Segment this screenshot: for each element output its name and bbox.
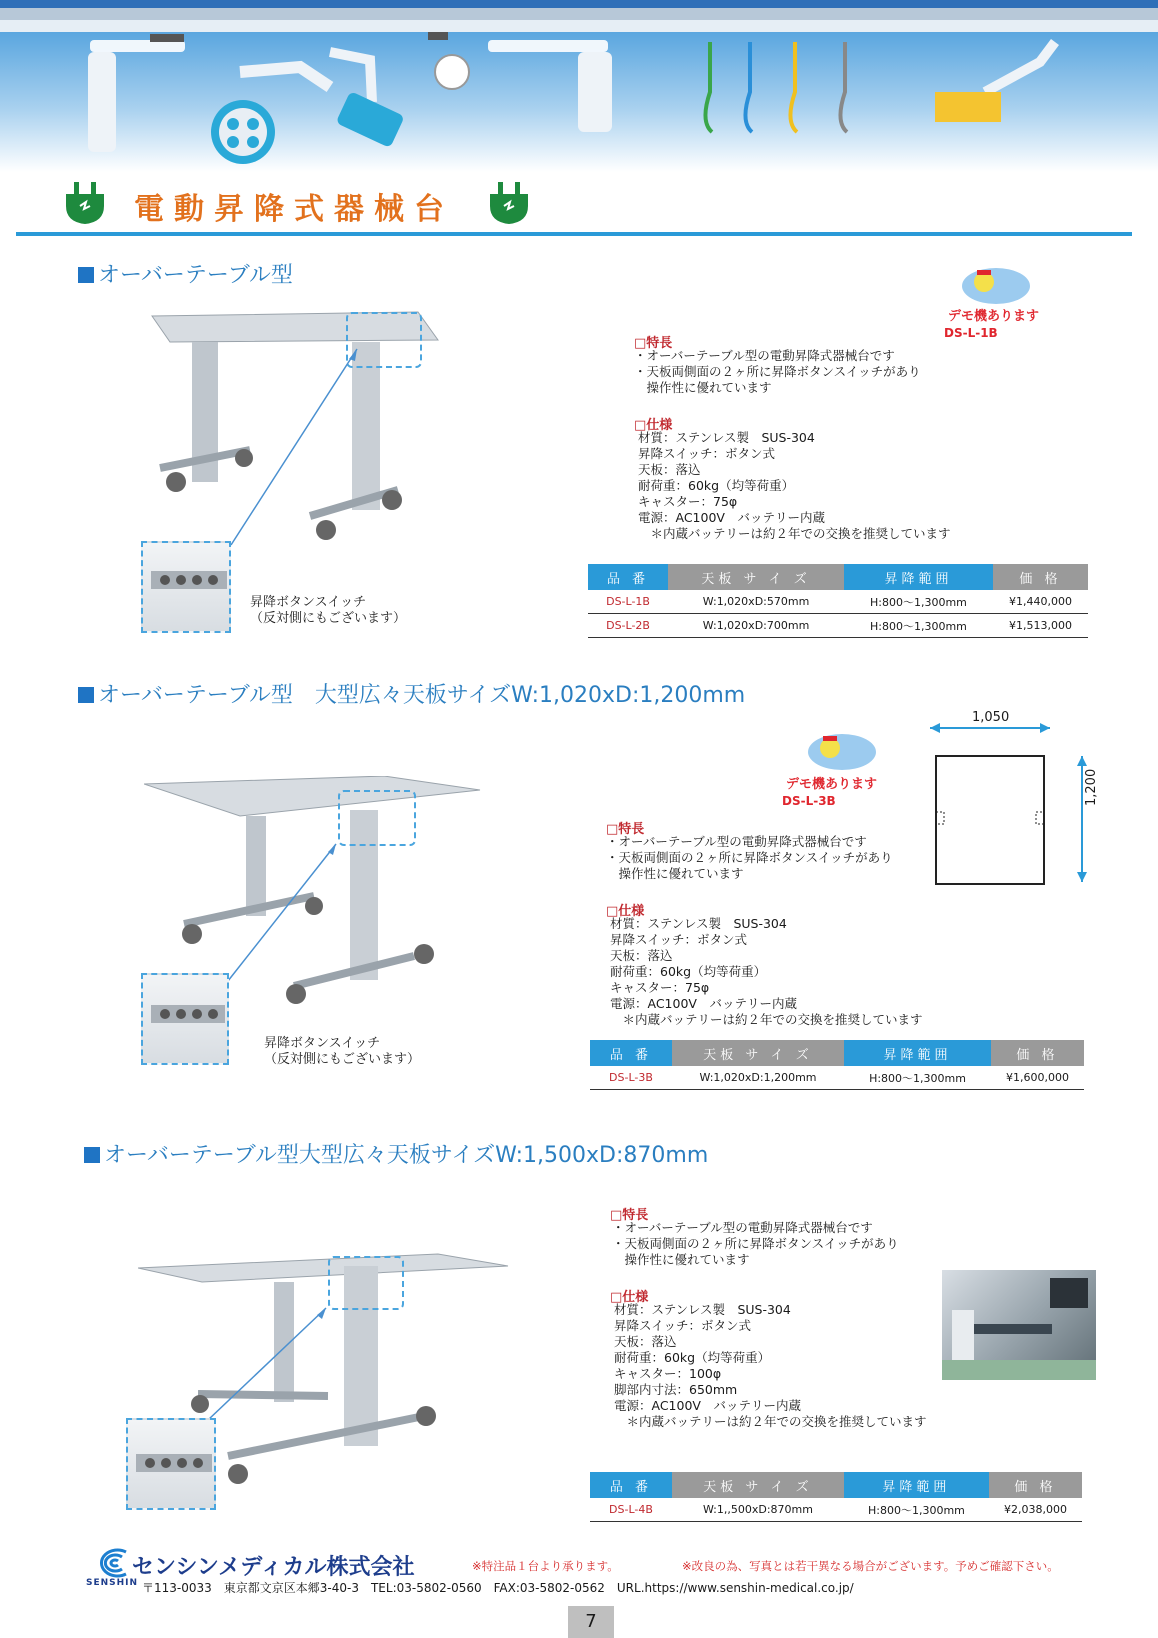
footer-note: ※改良の為、写真とは若干異なる場合がございます。予めご確認下さい。 <box>682 1559 1059 1573</box>
caption: 昇降ボタンスイッチ （反対側にもございます） <box>264 1036 421 1067</box>
table-header: 昇降範囲 <box>844 1472 989 1498</box>
pointer-arrow <box>218 840 343 990</box>
company-logo-icon <box>86 1548 130 1578</box>
demo-mascot-icon <box>792 730 882 774</box>
header-stripe <box>0 0 1158 8</box>
features-label: □特長 <box>610 1208 649 1223</box>
demo-badge: デモ機あります <box>786 777 878 792</box>
features-list: ・オーバーテーブル型の電動昇降式器械台です ・天板両側面の２ヶ所に昇降ボタンスイッチがあり 操作性に優れています <box>612 1220 899 1267</box>
footer-note: ※特注品１台より承ります。 <box>472 1559 619 1573</box>
table-header: 価 格 <box>993 564 1088 590</box>
section-heading: オーバーテーブル型 <box>78 258 293 289</box>
page-title: 電動昇降式器械台 <box>134 192 454 227</box>
pointer-arrow <box>225 345 365 550</box>
table-row: DS-L-2B W:1,020xD:700mm H:800～1,300mm ¥1,513,000 <box>588 614 1088 638</box>
room-photo <box>942 1270 1096 1380</box>
demo-code: DS-L-3B <box>782 794 836 808</box>
switch-closeup-photo <box>141 973 229 1065</box>
pointer-arrow <box>202 1304 332 1424</box>
button-highlight <box>338 790 416 846</box>
company-name: センシンメディカル株式会社 <box>132 1555 415 1580</box>
dimension-height: 1,200 <box>1084 768 1099 806</box>
table-header: 昇降範囲 <box>844 1040 991 1066</box>
table-header: 品 番 <box>590 1040 672 1066</box>
features-label: □特長 <box>634 336 673 351</box>
table-header: 品 番 <box>588 564 668 590</box>
table-header: 品 番 <box>590 1472 672 1498</box>
table-row: DS-L-1B W:1,020xD:570mm H:800～1,300mm ¥1,440,000 <box>588 590 1088 614</box>
spec-table <box>590 1040 1084 1090</box>
dimension-width: 1,050 <box>972 710 1010 725</box>
table-row: DS-L-3B W:1,020xD:1,200mm H:800～1,300mm ¥1,600,000 <box>590 1066 1084 1090</box>
table-header: 価 格 <box>989 1472 1082 1498</box>
caption: 昇降ボタンスイッチ （反対側にもございます） <box>250 595 407 626</box>
table-header: 天板 サ イ ズ <box>672 1472 844 1498</box>
plug-icon <box>64 182 106 230</box>
spec-table <box>588 564 1088 638</box>
header-stripe <box>0 8 1158 20</box>
page-number: 7 <box>568 1606 614 1638</box>
specs-list: 材質：ステンレス製 SUS-304 昇降スイッチ：ボタン式 天板：落込 耐荷重：60kg（均等荷重） キャスター：75φ 電源：AC100V バッテリー内蔵 ＊内蔵バッテリーは約２年での交換を推奨しています <box>610 916 923 1027</box>
table-row: DS-L-4B W:1,,500xD:870mm H:800～1,300mm ¥2,038,000 <box>590 1498 1082 1522</box>
demo-code: DS-L-1B <box>944 326 998 340</box>
features-list: ・オーバーテーブル型の電動昇降式器械台です ・天板両側面の２ヶ所に昇降ボタンスイッチがあり 操作性に優れています <box>634 348 921 395</box>
specs-label: □仕様 <box>606 904 645 919</box>
medical-equipment-illustration <box>0 32 1158 172</box>
specs-list: 材質：ステンレス製 SUS-304 昇降スイッチ：ボタン式 天板：落込 耐荷重：60kg（均等荷重） キャスター：75φ 電源：AC100V バッテリー内蔵 ＊内蔵バッテリーは約２年での交換を推奨しています <box>638 430 951 541</box>
features-label: □特長 <box>606 822 645 837</box>
spec-table <box>590 1472 1082 1522</box>
section-heading: オーバーテーブル型大型広々天板サイズW:1,500xD:870mm <box>84 1138 708 1169</box>
header-stripe <box>0 20 1158 32</box>
button-highlight <box>328 1256 404 1310</box>
table-header: 価 格 <box>991 1040 1084 1066</box>
section-heading: オーバーテーブル型 大型広々天板サイズW:1,020xD:1,200mm <box>78 678 745 709</box>
switch-closeup-photo <box>126 1418 216 1510</box>
specs-list: 材質：ステンレス製 SUS-304 昇降スイッチ：ボタン式 天板：落込 耐荷重：60kg（均等荷重） キャスター：100φ 脚部内寸法：650mm 電源：AC100V バッテリー内蔵 ＊内蔵バッテリーは約２年での交換を推奨しています <box>614 1302 927 1429</box>
plug-icon <box>488 182 530 230</box>
dimension-diagram <box>920 706 1110 886</box>
demo-badge: デモ機あります <box>948 309 1040 324</box>
specs-label: □仕様 <box>610 1290 649 1305</box>
table-header: 昇降範囲 <box>844 564 993 590</box>
company-address: 〒113-0033 東京都文京区本郷3-40-3 TEL:03-5802-0560 FAX:03-5802-0562 URL.https://www.senshin-medical.co.jp/ <box>142 1581 854 1595</box>
title-divider <box>16 232 1132 236</box>
switch-closeup-photo <box>141 541 231 633</box>
table-header: 天板 サ イ ズ <box>672 1040 844 1066</box>
features-list: ・オーバーテーブル型の電動昇降式器械台です ・天板両側面の２ヶ所に昇降ボタンスイッチがあり 操作性に優れています <box>606 834 893 881</box>
company-name-en: SENSHIN <box>86 1578 139 1588</box>
table-header: 天板 サ イ ズ <box>668 564 844 590</box>
specs-label: □仕様 <box>634 418 673 433</box>
header-illustration <box>0 32 1158 172</box>
